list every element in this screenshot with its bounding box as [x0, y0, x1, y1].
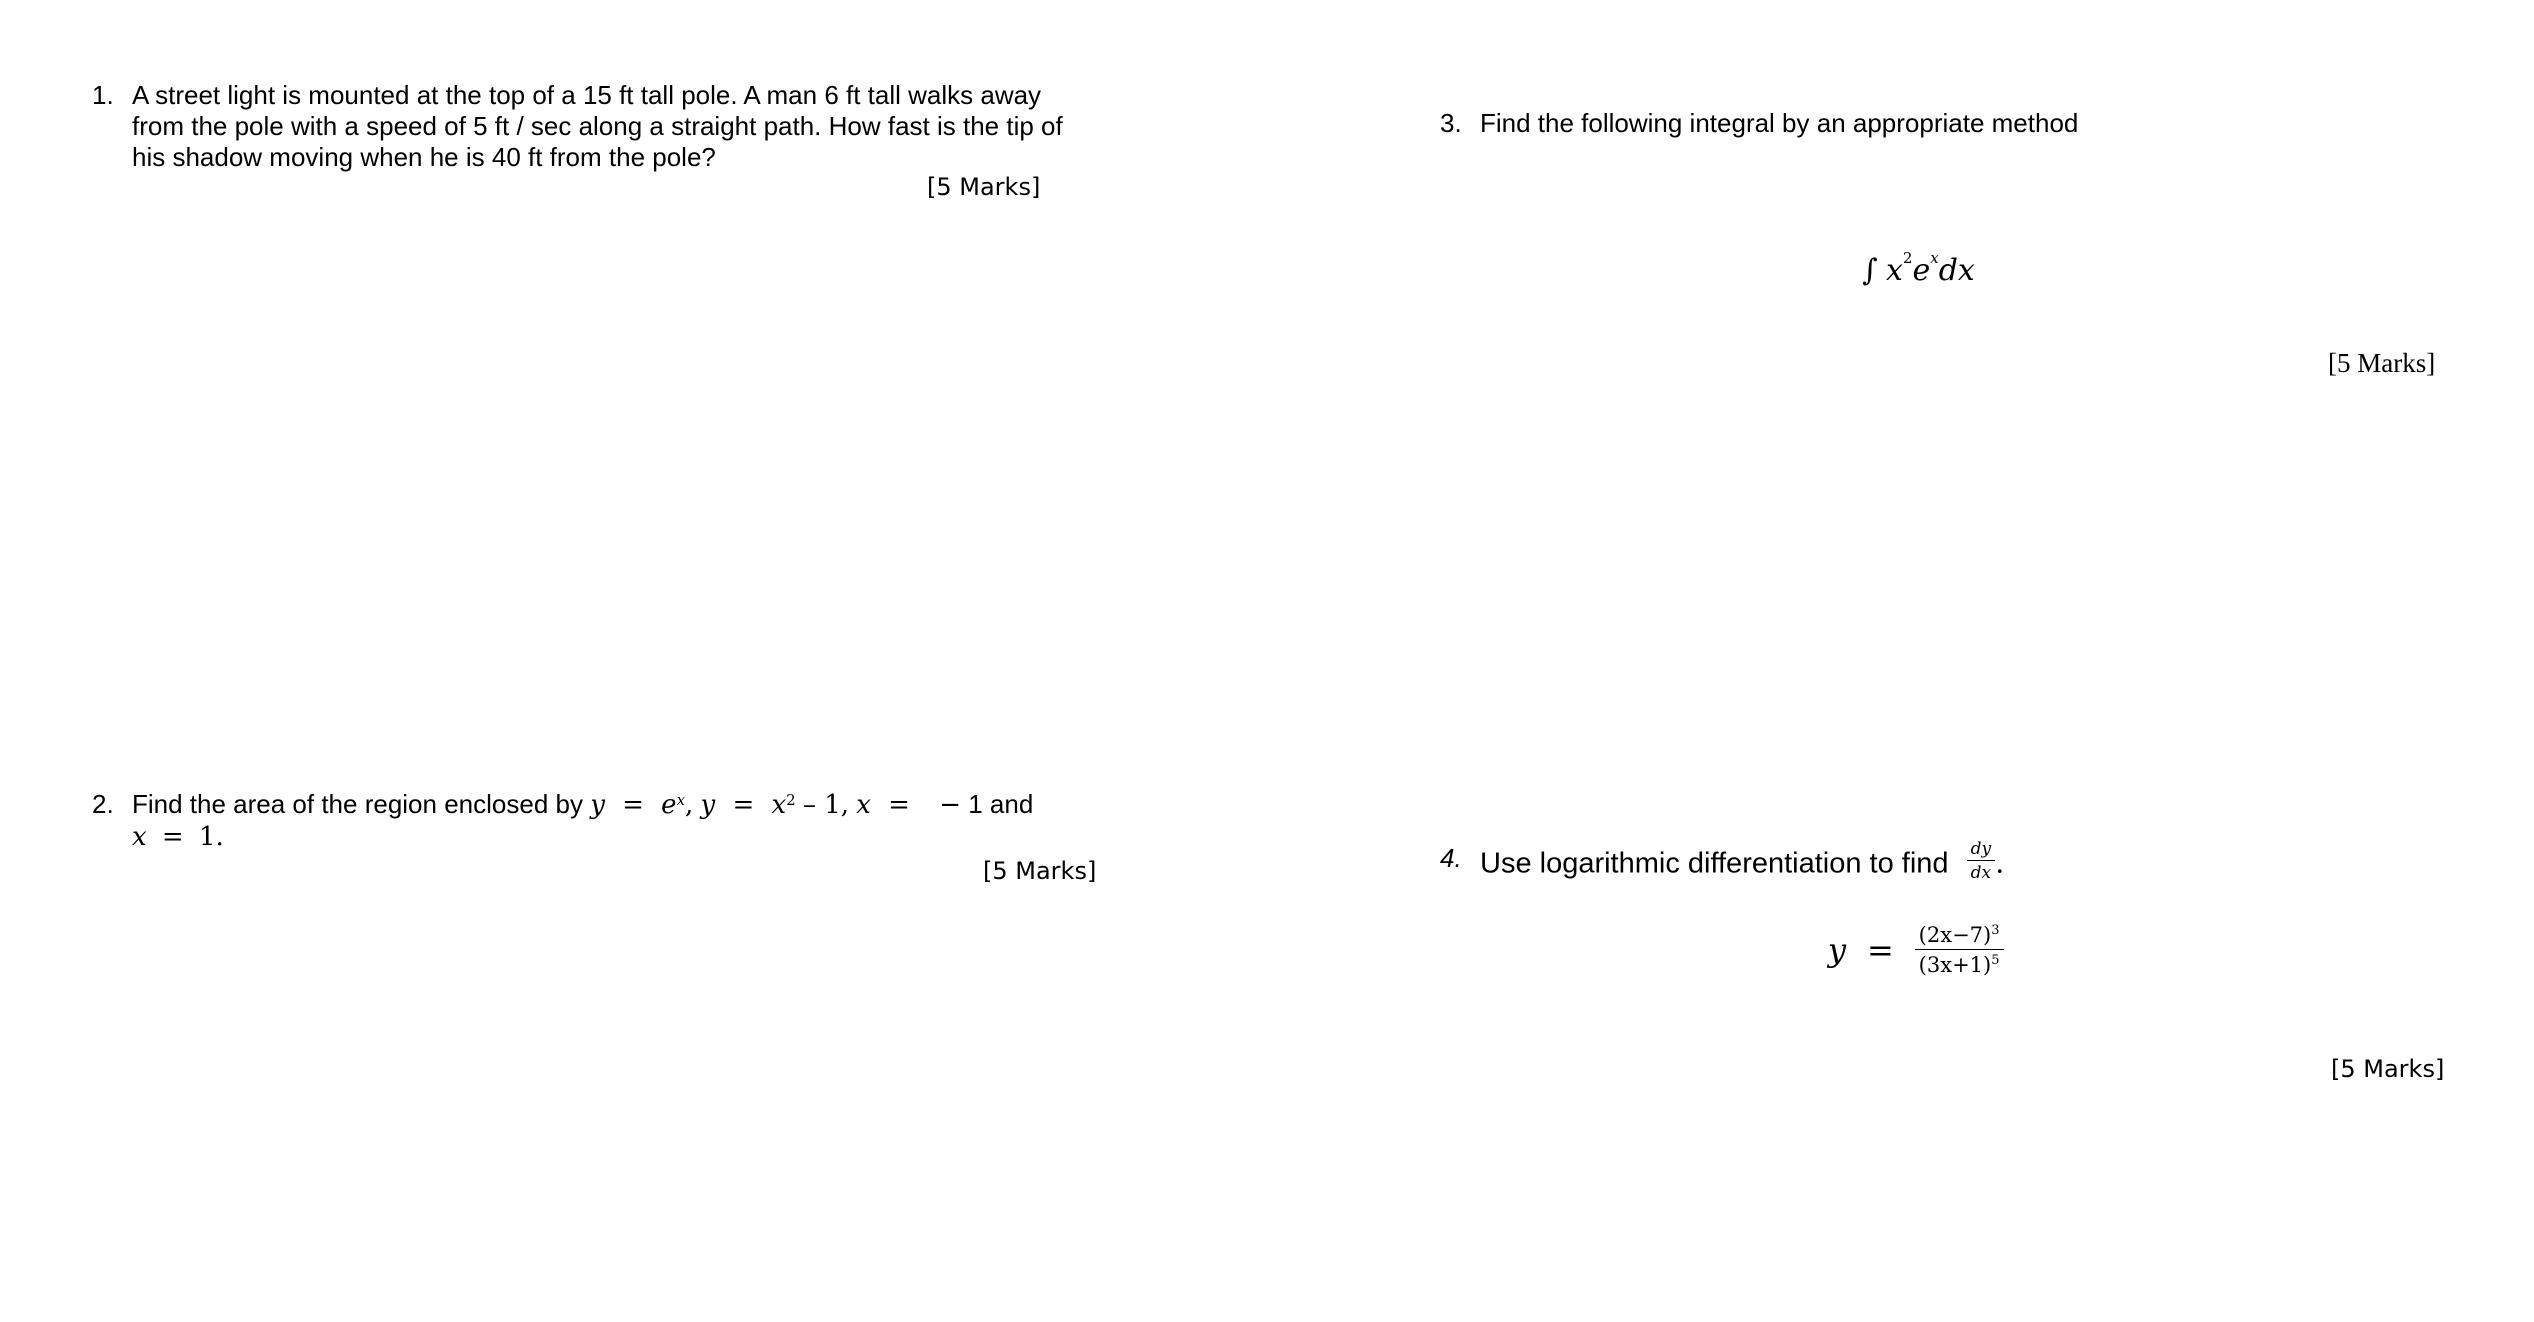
question-3-marks: [5 Marks]: [2328, 348, 2436, 378]
question-4-equation: y = $\frac{(2x-7)^3}{(3x+1)^5}$: [1828, 922, 2004, 978]
question-3-number: 3.: [1440, 108, 1462, 138]
question-2-marks: [5 Marks]: [983, 857, 1097, 885]
question-2-text: [132, 789, 1033, 853]
question-4-text: Use logarithmic differentiation to find $\frac{dy}{dx}$ .: [1480, 839, 2005, 883]
question-2-number: 2.: [92, 789, 114, 819]
dy-dx-fraction: $\frac{dy}{dx}$: [1967, 839, 1996, 883]
question-2-lead: Find the area of the region enclosed by: [132, 789, 583, 819]
question-1-number: 1.: [92, 80, 114, 110]
question-3-integral: ∫ $x^2e^xdx$: [1862, 249, 1975, 288]
question-4-number: 4.: [1440, 843, 1462, 873]
question-1-marks: [5 Marks]: [927, 173, 1041, 201]
question-1-text: [132, 80, 1063, 173]
question-1-line-3: his shadow moving when he is 40 ft from the pole?: [132, 142, 716, 172]
question-2-line-2: x = 1.: [132, 822, 224, 852]
question-1-line-2: from the pole with a speed of 5 ft / sec along a straight path. How fast is the tip of: [132, 111, 1063, 141]
equation-fraction: $\frac{(2x-7)^3}{(3x+1)^5}$: [1915, 922, 2004, 978]
question-2-line-1: Find the area of the region enclosed by $y = e^x$, $y = x^2 - 1$, x = − 1 and: [132, 789, 1034, 820]
question-3-text: Find the following integral by an appropriate method: [1480, 108, 2079, 138]
question-1-line-1: A street light is mounted at the top of a 15 ft tall pole. A man 6 ft tall walks away: [132, 80, 1042, 110]
question-4-marks: [5 Marks]: [2331, 1055, 2445, 1083]
integral-sign: ∫: [1862, 253, 1878, 288]
